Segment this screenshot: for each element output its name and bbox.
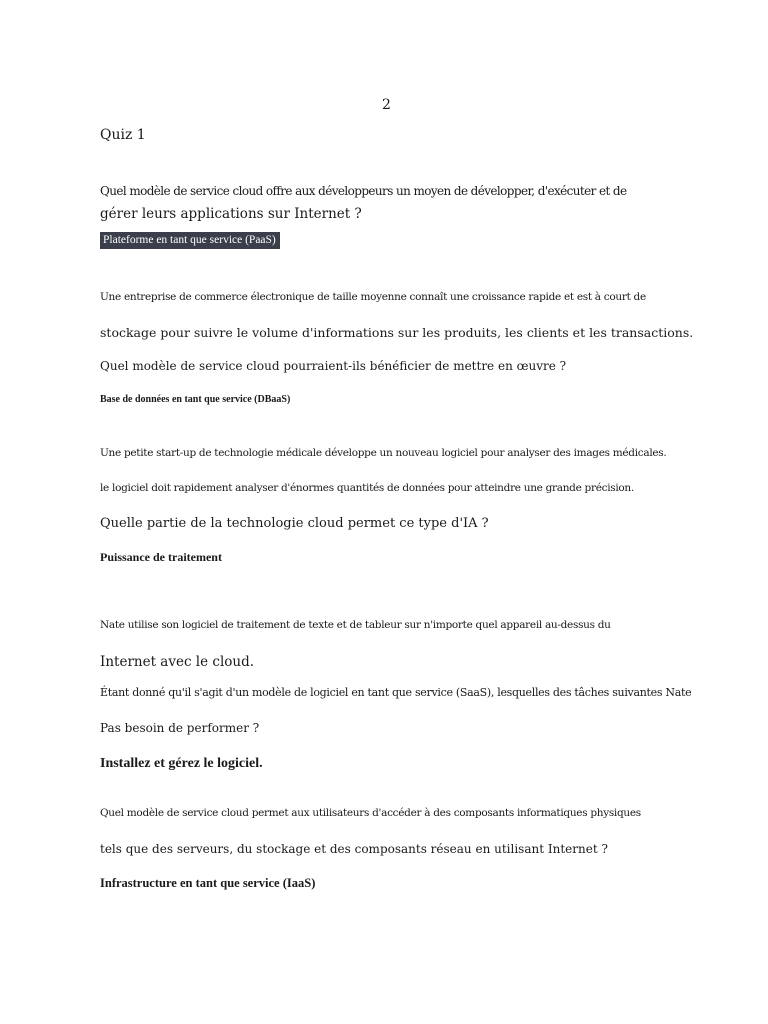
question-2-line-2: stockage pour suivre le volume d'informations sur les produits, les clients et les transactions. [100, 325, 694, 340]
question-5-line-2: tels que des serveurs, du stockage et des composants réseau en utilisant Internet ? [100, 842, 608, 856]
question-4-line-3: Étant donné qu'il s'agit d'un modèle de logiciel en tant que service (SaaS), lesquelles des tâches suivantes Nate [100, 686, 692, 699]
question-1-line-2: gérer leurs applications sur Internet ? [100, 206, 362, 222]
question-4-line-2: Internet avec le cloud. [100, 654, 255, 670]
question-3-line-3: Quelle partie de la technologie cloud permet ce type d'IA ? [100, 516, 489, 531]
question-1-answer: Plateforme en tant que service (PaaS) [100, 234, 280, 246]
page-number: 2 [382, 97, 391, 113]
question-2-line-3: Quel modèle de service cloud pourraient-ils bénéficier de mettre en œuvre ? [100, 359, 567, 373]
question-4-line-1: Nate utilise son logiciel de traitement de texte et de tableur sur n'importe quel appareil au-dessus du [100, 619, 611, 631]
question-3-line-2: le logiciel doit rapidement analyser d'énormes quantités de données pour atteindre une grande précision. [100, 482, 634, 494]
quiz-title: Quiz 1 [100, 127, 146, 143]
question-5-line-1: Quel modèle de service cloud permet aux utilisateurs d'accéder à des composants informatiques physiques [100, 807, 641, 819]
question-2-line-1: Une entreprise de commerce électronique de taille moyenne connaît une croissance rapide et est à court de [100, 291, 646, 303]
question-4-line-4: Pas besoin de performer ? [100, 721, 260, 735]
question-3-answer: Puissance de traitement [100, 550, 222, 564]
question-1-line-1: Quel modèle de service cloud offre aux développeurs un moyen de développer, d'exécuter et de [100, 184, 627, 198]
question-5-answer: Infrastructure en tant que service (IaaS) [100, 876, 316, 890]
question-4-answer: Installez et gérez le logiciel. [100, 756, 263, 771]
question-2-answer: Base de données en tant que service (DBaaS) [100, 394, 291, 405]
question-3-line-1: Une petite start-up de technologie médicale développe un nouveau logiciel pour analyser des images médicales. [100, 447, 667, 459]
